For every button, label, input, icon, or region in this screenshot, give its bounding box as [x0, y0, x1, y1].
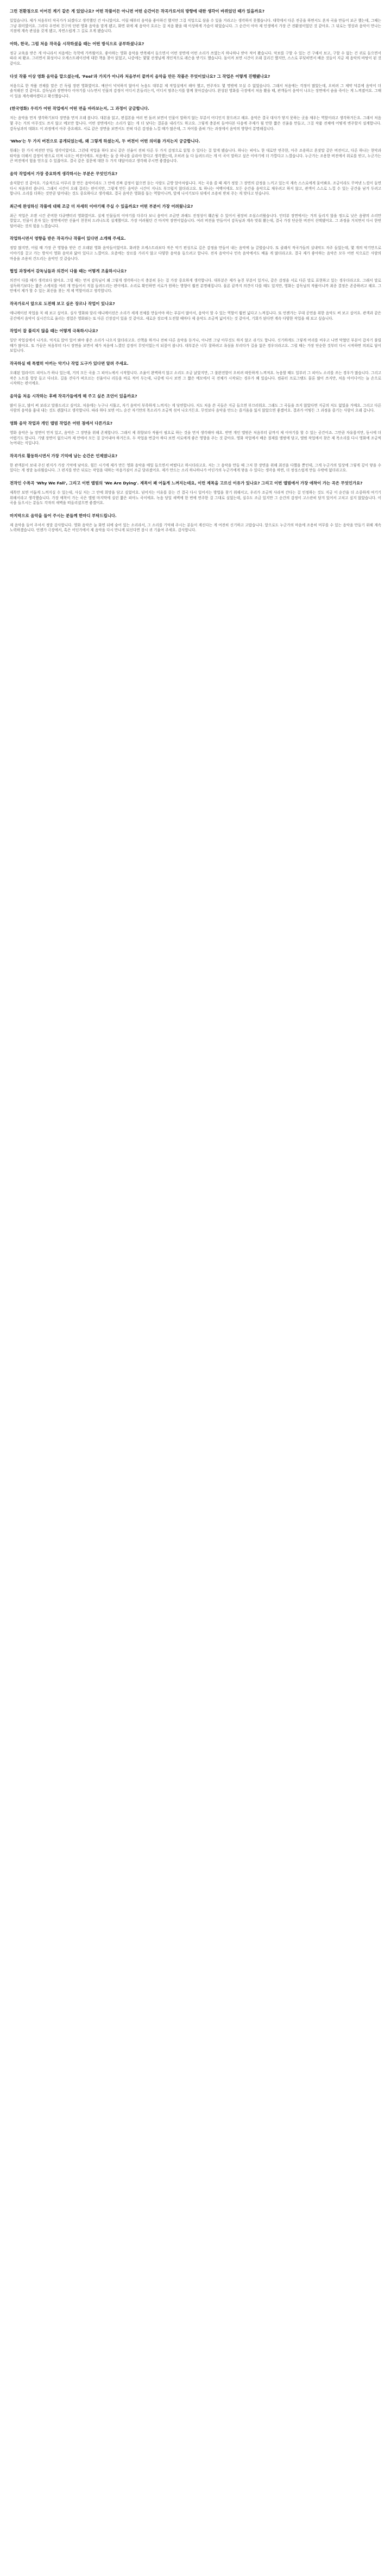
qa-block: [10, 394, 381, 414]
answer-paragraph: 제 음악을 들어 주셔서 정말 감사합니다. 영화 음악은 늘 화면 뒤에 숨어 있는 소리라서, 그 소리를 기억해 주시는 분들이 계신다는 게 여전히 신기하고 고맙습니다. 앞으로도 누군가의 마음에 조용히 머무를 수 있는 음악을 만들기 위해 계속 노력하겠습니다. 언젠가 극장에서, 혹은 어딘가에서 제 음악을 다시 만나게 되신다면 잠시 귀 기울여 주세요. 감사합니다.: [10, 522, 381, 533]
question-heading: (한국영화) 우리가 어떤 작업에서 어떤 면을 바라보는지, 그 과정이 궁금합니다.: [10, 106, 149, 111]
qa-block: [10, 204, 381, 229]
question-heading: 작곡가로서 앞으로 도전해 보고 싶은 장르나 작업이 있나요?: [10, 301, 115, 307]
answer-paragraph: 있었습니다. 제가 처음부터 작곡가가 되겠다고 생각했던 건 아니었어요. 어릴 때부터 음악을 좋아하긴 했지만 그걸 직업으로 삼을 수 있을 거라고는 생각하지 못했습니다. 대학에서 다른 전공을 하면서도 혼자 곡을 만들어 보곤 했는데, 그때는 그냥 취미였어요. 그러다 우연히 친구의 단편 영화 음악을 맡게 됐고, 화면 위에 제 음악이 흐르는 걸 처음 봤을 때 이상하게 가슴이 뛰었습니다. 그 순간이 아마 제 인생에서 가장 큰 전환점이었던 것 같아요. 그 뒤로는 영상과 음악이 만나는 지점에 계속 관심을 갖게 됐고, 자연스럽게 그 길로 오게 됐습니다.: [10, 18, 381, 34]
qa-block: [10, 421, 381, 446]
qa-block: [10, 106, 381, 132]
qa-block: [10, 481, 381, 506]
question-heading: 아하, 한국, 그럼 처음 작곡을 시작하셨을 때는 어떤 방식으로 공부하셨나요?: [10, 41, 144, 46]
question-heading: 음악을 처음 시작하는 후배 작곡가들에게 해 주고 싶은 조언이 있을까요?: [10, 393, 137, 399]
answer-paragraph: 처음으로 한 작품 전체를 맡은 건 독립 장편 영화였어요. 예산이 넉넉하지 않아서 녹음도 대부분 제 작업실에서 해야 했고, 연주자도 몇 명밖에 모실 수 없었습니다. 그래서 처음에는 걱정이 많았는데, 오히려 그 제약 덕분에 음악이 더 솔직해진 것 같아요. 감독님과 장면마다 이야기를 나누면서 인물의 감정이 어디서 흔들리는지, 어디서 멈추는지를 함께 찾아갔습니다. 완성된 영화를 극장에서 처음 봤을 때, 관객들이 음악이 나오는 장면에서 숨을 죽이는 게 느껴졌어요. 그때 이 일을 계속해야겠다고 확신했습니다.: [10, 83, 381, 98]
question-heading: 그런 전환점으로 이어진 계기 같은 게 있었나요? 어떤 작품이든 아니면 어떤 순간이든 작곡가로서의 방향에 대한 생각이 바뀌었던 때가 있을까요?: [10, 9, 264, 14]
answer-paragraph: 일단 작업실에서 나가요. 억지로 앉아 있어 봐야 좋은 소리가 나오지 않더라고요. 산책을 하거나 전혀 다른 음악을 듣거나, 아니면 그냥 아무것도 하지 않고 쉬기도 합니다. 신기하게도 그렇게 머리를 비우고 나면 막혔던 부분이 갑자기 풀릴 때가 많아요. 또 가끔은 처음부터 다시 장면을 보면서 제가 처음에 느꼈던 감정이 무엇이었는지 되짚어 봅니다. 대부분은 너무 잘하려고 욕심을 부리다가 길을 잃은 경우더라고요. 그럴 때는 가장 단순한 것부터 다시 시작하면 의외로 답이 보입니다.: [10, 338, 381, 353]
answer-paragraph: 애니메이션 작업을 꼭 해 보고 싶어요. 실사 영화와 달리 애니메이션은 소리가 세계 전체를 만들어야 하는 부분이 많아서, 음악이 할 수 있는 역할이 훨씬 넓다고 느껴집니다. 또 언젠가는 무대 공연을 위한 음악도 써 보고 싶어요. 관객과 같은 공간에서 음악이 실시간으로 울리는 경험은 영화와는 또 다른 긴장감이 있을 것 같아요. 새로운 장르에 도전할 때마다 제 음악도 조금씩 넓어지는 것 같아서, 기회가 된다면 계속 다양한 작업을 해 보고 싶습니다.: [10, 311, 381, 321]
qa-block: [10, 361, 381, 387]
question-heading: 마지막으로 음악을 들어 주시는 분들께 한마디 부탁드립니다.: [10, 513, 117, 518]
answer-paragraph: 의견이 다를 때가 생각보다 많아요. 그럴 때는 먼저 감독님이 왜 그렇게 생각하시는지 충분히 듣는 걸 가장 중요하게 생각합니다. 대부분은 제가 놓친 부분이 있거나, 같은 감정을 서로 다른 말로 표현하고 있는 경우더라고요. 그래서 말로 설득하기보다는 짧은 스케치를 여러 개 만들어서 직접 들려드리는 편이에요. 소리로 확인하면 서로가 원하는 방향이 훨씬 분명해집니다. 물론 끝까지 의견이 다를 때도 있지만, 영화는 감독님의 작품이니까 최종 결정은 존중하려고 해요. 그 안에서 제가 할 수 있는 최선을 찾는 게 제 역할이라고 생각합니다.: [10, 278, 381, 294]
answer-paragraph: 저는 음악을 먼저 생각하기보다 장면을 먼저 오래 봅니다. 대본을 읽고, 편집본을 여러 번 돌려 보면서 인물이 말하지 않는 부분이 어디인지 찾으려고 해요. 음악은 결국 대사가 닿지 못하는 곳을 채우는 역할이라고 생각하거든요. 그래서 처음 몇 주는 거의 아무것도 쓰지 않고 메모만 합니다. 어떤 장면에서는 소리가 없는 게 더 낫다는 결론을 내리기도 하고요. 그렇게 충분히 들여다본 다음에 주제가 될 만한 짧은 선율을 만들고, 그걸 작품 전체에 어떻게 변주할지 설계합니다. 감독님과의 대화도 이 과정에서 아주 중요해요. 서로 같은 장면을 보면서도 전혀 다른 감정을 느낄 때가 많은데, 그 차이를 좁혀 가는 과정에서 음악의 방향이 분명해집니다.: [10, 116, 382, 131]
question-heading: 작업하시면서 영향을 받은 작곡가나 작품이 있다면 소개해 주세요.: [10, 236, 126, 241]
answer-paragraph: 원래는 한 가지 버전만 만들 생각이었어요. 그런데 작업을 하다 보니 같은 선율이 전혀 다른 두 가지 감정으로 읽힐 수 있다는 걸 알게 됐습니다. 하나는 피아노 한 대로만 연주한, 아주 조용하고 혼잣말 같은 버전이고, 다른 하나는 현악과 타악을 더해서 감정이 밖으로 터져 나오는 버전이에요. 처음에는 둘 중 하나를 골라야 한다고 생각했는데, 오히려 둘 다 들려드리는 게 이 곡이 말하고 싶은 이야기에 더 가깝다고 느꼈습니다. 누군가는 조용한 버전에서 위로를 받고, 누군가는 큰 버전에서 힘을 얻으실 수 있잖아요. 결국 같은 질문에 대한 두 가지 대답이라고 생각해 주시면 좋겠습니다.: [10, 148, 381, 164]
question-heading: 최근에 완성하신 작품에 대해 조금 더 자세히 이야기해 주실 수 있을까요? 어떤 부분이 가장 어려웠나요?: [10, 203, 193, 209]
qa-block: [10, 513, 381, 533]
question-heading: 'Who'는 두 가지 버전으로 공개되었는데, 왜 그렇게 하셨는지, 두 버전이 어떤 의미를 가지는지 궁금합니다.: [10, 139, 200, 144]
question-heading: 작곡가로 활동하시면서 가장 기억에 남는 순간은 언제였나요?: [10, 453, 118, 458]
question-heading: 음악 작업에서 가장 중요하게 생각하시는 부분은 무엇인가요?: [10, 171, 118, 176]
answer-paragraph: 제목만 보면 어둡게 느껴지실 수 있는데, 사실 저는 그 안에 희망을 담고 싶었어요. 넘어지는 이유를 묻는 건 결국 다시 일어서는 방법을 찾기 위해서고, 우리가 조금씩 사라져 간다는 걸 인정하는 것도 지금 이 순간을 더 소중하게 여기기 위해서라고 생각했습니다. 가장 애착이 가는 곡은 앨범 마지막에 실린 짧은 피아노 곡이에요. 녹음 당일 새벽에 한 번에 연주한 걸 그대로 실었는데, 실수도 조금 있지만 그 순간의 감정이 고스란히 담겨 있어서 고치고 싶지 않았습니다. 이 곡을 들으시는 분들도 각자의 새벽을 떠올리셨으면 좋겠어요.: [10, 490, 381, 506]
question-heading: 협업 과정에서 감독님들과 의견이 다를 때는 어떻게 조율하시나요?: [10, 269, 127, 274]
question-heading: 영화 음악 작업과 개인 앨범 작업은 어떤 점에서 다른가요?: [10, 420, 113, 426]
answer-paragraph: 오래된 업라이트 피아노가 하나 있는데, 거의 모든 곡을 그 피아노에서 시작합니다. 조율이 완벽하지 않고 소리도 조금 낡았지만, 그 불완전함이 오히려 따뜻하게 느껴져요. 녹음할 때도 일부러 그 피아노 소리를 쓰는 경우가 많습니다. 그리고 작은 노트를 항상 들고 다녀요. 길을 걷다가 떠오르는 선율이나 리듬을 바로 적어 두는데, 나중에 다시 보면 그 짧은 메모에서 곡 전체가 시작되는 경우가 꽤 있습니다. 컴퓨터 프로그램도 물론 많이 쓰지만, 처음 아이디어는 늘 손으로 시작하는 편이에요.: [10, 371, 381, 386]
answer-paragraph: 최근 작업은 오랜 시간 준비한 다큐멘터리 영화였어요. 실제 인물들의 이야기를 다루다 보니 음악이 조금만 과해도 진정성이 훼손될 수 있어서 굉장히 조심스러웠습니다. 인터뷰 장면에서는 거의 들리지 않을 정도로 낮은 음량의 소리만 깔았고, 인물이 혼자 있는 장면에서만 선율이 천천히 드러나도록 설계했어요. 가장 어려웠던 건 마지막 장면이었습니다. 여러 버전을 만들어서 감독님과 계속 맞춰 봤는데, 결국 가장 단순한 버전이 선택됐어요. 그 과정을 거치면서 다시 한번 덜어내는 것의 힘을 느꼈습니다.: [10, 213, 381, 228]
answer-paragraph: 솔직함인 것 같아요. 기술적으로 아무리 잘 만든 음악이라도 그 안에 진짜 감정이 없으면 듣는 사람도 금방 알아차립니다. 저는 곡을 쓸 때 제가 정말 그 장면의 감정을 느끼고 있는지 계속 스스로에게 물어봐요. 조금이라도 꾸며낸 느낌이 들면 다시 처음부터 씁니다. 그래서 시간이 오래 걸리는 편이지만, 그렇게 만든 음악은 시간이 지나도 부끄럽지 않더라고요. 또 하나는 여백이에요. 모든 순간을 음악으로 채우려고 하지 않고, 관객이 스스로 느낄 수 있는 공간을 남겨 두려고 합니다. 소리를 더하는 것만큼 덜어내는 것도 중요하다고 생각해요. 결국 음악은 영화를 돕는 역할이니까, 앞에 나서기보다 뒤에서 조용히 받쳐 주는 게 맞다고 믿습니다.: [10, 181, 381, 196]
question-heading: 다섯 작품 이상 영화 음악을 맡으셨는데, 'Feel'과 가치가 아니라 처음부터 끝까지 음악을 만든 작품은 무엇이었나요? 그 작업은 어떻게 진행됐나요?: [10, 73, 270, 79]
answer-paragraph: 한 관객분이 보내 주신 편지가 가장 기억에 남아요. 힘든 시기에 제가 만든 영화 음악을 매일 들으면서 버텼다고 하시더라고요. 저는 그 음악을 만들 때 그저 한 장면을 위해 최선을 다했을 뿐인데, 그게 누군가의 일상에 그렇게 깊이 닿을 수 있다는 게 정말 놀라웠습니다. 그 편지를 받은 뒤로는 작업을 대하는 마음가짐이 조금 달라졌어요. 제가 만드는 소리 하나하나가 어딘가의 누군가에게 닿을 수 있다는 생각을 하면, 더 정성스럽게 만들 수밖에 없더라고요.: [10, 463, 381, 473]
answer-paragraph: 영화 음악은 늘 장면이 먼저 있고, 음악은 그 장면을 위해 존재합니다. 그래서 제 취향보다 작품이 필요로 하는 것을 먼저 생각해야 해요. 반면 개인 앨범은 처음부터 끝까지 제 이야기를 할 수 있는 공간이죠. 그만큼 자유롭지만, 동시에 더 어렵기도 합니다. 기댈 장면이 없으니까 제 안에서 모든 걸 끌어내야 하거든요. 두 작업을 번갈아 하다 보면 서로에게 좋은 영향을 주는 것 같아요. 영화 작업에서 배운 절제를 앨범에 담고, 앨범 작업에서 찾은 제 목소리를 다시 영화에 조금씩 녹여내는 식입니다.: [10, 430, 381, 446]
qa-block: [10, 74, 381, 99]
qa-block: [10, 236, 381, 262]
qa-block: [10, 328, 381, 354]
answer-paragraph: 정말 많지만, 어릴 때 가장 큰 영향을 받은 건 오래된 영화 음악들이었어요. 화려한 오케스트라보다 작은 악기 편성으로 깊은 감정을 만들어 내는 음악에 늘 끌렸습니다. 또 클래식 작곡가들의 실내악도 자주 들었는데, 몇 개의 악기만으로 이야기를 끌고 가는 방식이 영화 음악과 닮아 있다고 느꼈어요. 요즘에는 장르를 가리지 않고 다양한 음악을 들으려고 합니다. 전자 음악이나 민속 음악에서도 배울 게 많더라고요. 결국 제가 좋아하는 음악은 모두 어떤 식으로든 사람의 마음을 조용히 건드리는 음악인 것 같습니다.: [10, 246, 381, 261]
answer-paragraph: 정규 교육을 받은 게 아니라서 처음에는 독학에 가까웠어요. 좋아하는 영화 음악을 반복해서 들으면서 어떤 장면에 어떤 소리가 쓰였는지 하나하나 받아 적어 봤습니다. 악보를 구할 수 있는 건 구해서 보고, 구할 수 없는 건 귀로 들으면서 따라 쳐 봤죠. 그러면서 화성이나 오케스트레이션에 대한 책을 찾아 읽었고, 나중에는 몇몇 선생님께 개인적으로 레슨을 받기도 했습니다. 돌이켜 보면 시간이 오래 걸리긴 했지만, 스스로 부딪히면서 배운 것들이 지금 제 음악의 바탕이 된 것 같아요.: [10, 51, 381, 66]
qa-block: [10, 41, 381, 67]
answer-paragraph: 많이 듣고, 많이 써 보라고 말씀드리고 싶어요. 처음에는 누구나 서툴고, 자기 음악이 부족하게 느껴지는 게 당연합니다. 저도 처음 쓴 곡들은 지금 들으면 부끄러워요. 그래도 그 곡들을 쓰지 않았다면 지금의 저도 없었을 거예요. 그리고 다른 사람의 음악을 흉내 내는 것도 괜찮다고 생각합니다. 따라 하다 보면 어느 순간 자기만의 목소리가 조금씩 섞여 나오거든요. 무엇보다 음악을 만드는 즐거움을 잃지 않았으면 좋겠어요. 결과가 어떻든 그 과정을 즐기는 사람이 오래 갑니다.: [10, 403, 381, 413]
question-heading: 작곡하실 때 특별히 아끼는 악기나 작업 도구가 있다면 알려 주세요.: [10, 361, 129, 366]
qa-block: [10, 171, 381, 197]
question-heading: 전작인 수록곡 'Why We Fall', 그리고 이번 앨범의 'We Are Dying'. 제목이 꽤 어둡게 느껴지는데요, 이런 제목을 고르신 이유가 있나요? 그리고 이번 앨범에서 가장 애착이 가는 곡은 무엇인가요?: [10, 480, 363, 486]
question-heading: 작업이 잘 풀리지 않을 때는 어떻게 극복하시나요?: [10, 328, 98, 334]
qa-block: [10, 301, 381, 321]
qa-block: [10, 9, 381, 34]
qa-block: [10, 269, 381, 294]
qa-block: [10, 139, 381, 164]
qa-block: [10, 453, 381, 474]
